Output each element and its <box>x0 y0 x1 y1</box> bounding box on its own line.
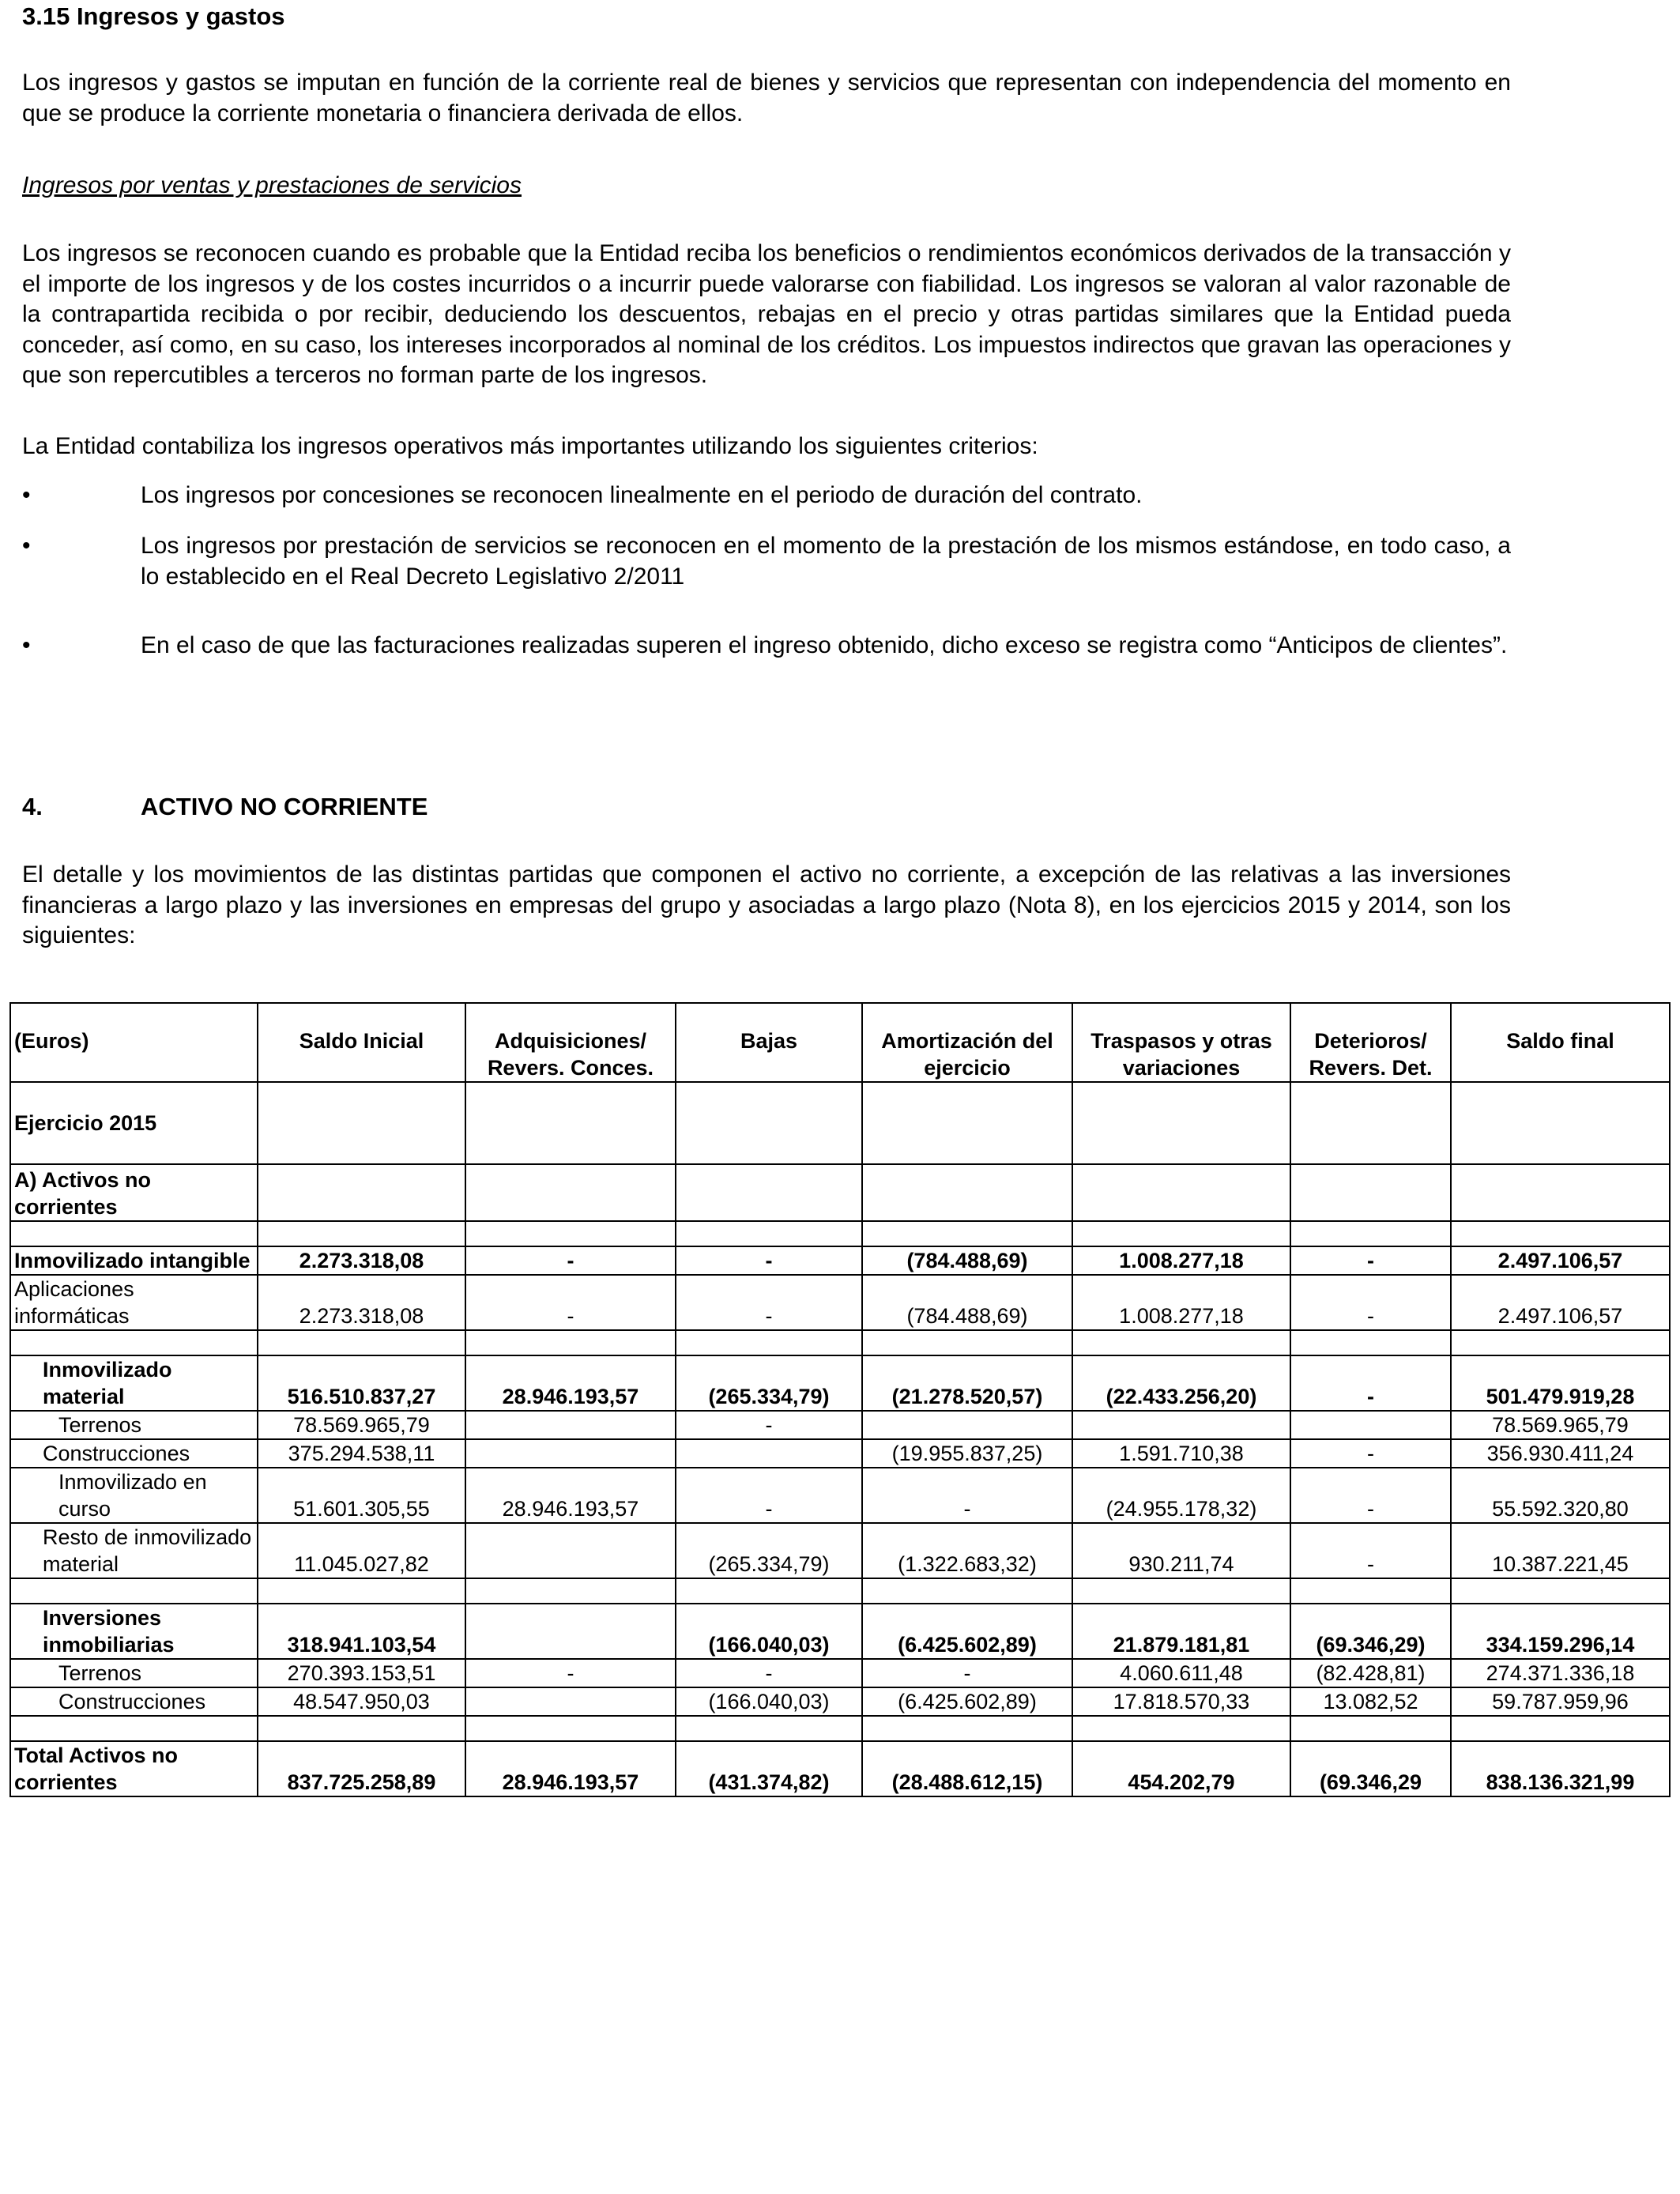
table-cell: - <box>1290 1439 1451 1468</box>
table-cell: 1.008.277,18 <box>1072 1246 1290 1275</box>
table-cell <box>862 1411 1072 1439</box>
table-row <box>10 1164 1670 1221</box>
row-label: Inmovilizado intangible <box>10 1246 258 1275</box>
table-cell: (166.040,03) <box>676 1687 862 1716</box>
table-cell: - <box>862 1659 1072 1687</box>
table-cell: 2.497.106,57 <box>1451 1246 1670 1275</box>
table-cell <box>465 1523 676 1578</box>
column-header: Amortización del ejercicio <box>862 1003 1072 1082</box>
spacer-row <box>10 1578 1670 1604</box>
table-cell: - <box>676 1246 862 1275</box>
bullet-icon: • <box>22 533 31 559</box>
table-cell: 1.008.277,18 <box>1072 1275 1290 1330</box>
column-header: Saldo final <box>1451 1003 1670 1082</box>
table-cell: 2.273.318,08 <box>258 1275 465 1330</box>
table-cell: 48.547.950,03 <box>258 1687 465 1716</box>
table-row <box>10 1246 1670 1275</box>
table-cell: 837.725.258,89 <box>258 1741 465 1796</box>
row-label: Inversiones inmobiliarias <box>10 1604 258 1659</box>
table-cell: (24.955.178,32) <box>1072 1468 1290 1523</box>
spacer-row <box>10 1716 1670 1741</box>
section-4-title: ACTIVO NO CORRIENTE <box>141 793 428 820</box>
table-cell: - <box>676 1468 862 1523</box>
table-cell: 13.082,52 <box>1290 1687 1451 1716</box>
section-315-title: 3.15 Ingresos y gastos <box>22 2 285 30</box>
table-cell: 28.946.193,57 <box>465 1355 676 1411</box>
table-row <box>10 1604 1670 1659</box>
row-label: Aplicaciones informáticas <box>10 1275 258 1330</box>
column-header: Deterioros/ Revers. Det. <box>1290 1003 1451 1082</box>
bullet-text: Los ingresos por prestación de servicios se reconocen en el momento de la prestación de los mismos estándose, en todo caso, a lo establecido en el Real Decreto Legislativo 2/2011 <box>141 533 1511 590</box>
table-cell: (1.322.683,32) <box>862 1523 1072 1578</box>
table-cell: - <box>465 1659 676 1687</box>
table-cell: 28.946.193,57 <box>465 1468 676 1523</box>
table-cell: 516.510.837,27 <box>258 1355 465 1411</box>
table-cell <box>465 1411 676 1439</box>
column-header: Adquisiciones/ Revers. Conces. <box>465 1003 676 1082</box>
table-cell: 4.060.611,48 <box>1072 1659 1290 1687</box>
table-cell: 17.818.570,33 <box>1072 1687 1290 1716</box>
row-label: Inmovilizado material <box>10 1355 258 1411</box>
table-cell: - <box>465 1275 676 1330</box>
table-cell: - <box>1290 1355 1451 1411</box>
spacer-row <box>10 1330 1670 1355</box>
row-label: Construcciones <box>10 1687 258 1716</box>
table-cell: 2.497.106,57 <box>1451 1275 1670 1330</box>
row-label: Terrenos <box>10 1411 258 1439</box>
table-cell: (28.488.612,15) <box>862 1741 1072 1796</box>
table-cell: (265.334,79) <box>676 1523 862 1578</box>
table-cell: 1.591.710,38 <box>1072 1439 1290 1468</box>
table-cell: 21.879.181,81 <box>1072 1604 1290 1659</box>
table-cell: 51.601.305,55 <box>258 1468 465 1523</box>
section-4-paragraph: El detalle y los movimientos de las distintas partidas que componen el activo no corriente, a excepción de las relativas a las inversiones financieras a largo plazo y las inversiones en empresas del grupo y asociadas a largo plazo (Nota 8), en los ejercicios 2015 y 2014, son los siguientes: <box>22 861 1511 948</box>
column-header: Saldo Inicial <box>258 1003 465 1082</box>
table-cell: 2.273.318,08 <box>258 1246 465 1275</box>
bullet-text: En el caso de que las facturaciones realizadas superen el ingreso obtenido, dicho exceso se registra como “Anticipos de clientes”. <box>141 632 1508 658</box>
table-cell: - <box>1290 1523 1451 1578</box>
table-cell: - <box>676 1411 862 1439</box>
table-cell: 274.371.336,18 <box>1451 1659 1670 1687</box>
table-row <box>10 1411 1670 1439</box>
activos-label: A) Activos no corrientes <box>10 1164 258 1221</box>
table-cell: (19.955.837,25) <box>862 1439 1072 1468</box>
table-cell: 270.393.153,51 <box>258 1659 465 1687</box>
table-cell: (784.488,69) <box>862 1246 1072 1275</box>
table-cell: 375.294.538,11 <box>258 1439 465 1468</box>
column-header: Bajas <box>676 1003 862 1082</box>
activo-no-corriente-table <box>9 1002 1671 1797</box>
column-header: Traspasos y otras variaciones <box>1072 1003 1290 1082</box>
column-header: (Euros) <box>10 1003 258 1082</box>
section-315-paragraph-3: La Entidad contabiliza los ingresos operativos más importantes utilizando los siguientes criterios: <box>22 433 1038 459</box>
table-header-row <box>10 1003 1670 1082</box>
table-cell <box>465 1439 676 1468</box>
table-cell: 78.569.965,79 <box>1451 1411 1670 1439</box>
table-cell: 55.592.320,80 <box>1451 1468 1670 1523</box>
table-cell: - <box>1290 1275 1451 1330</box>
table-cell: (69.346,29) <box>1290 1604 1451 1659</box>
table-cell: 334.159.296,14 <box>1451 1604 1670 1659</box>
table-row <box>10 1439 1670 1468</box>
table-cell: 11.045.027,82 <box>258 1523 465 1578</box>
table-cell: (166.040,03) <box>676 1604 862 1659</box>
table-cell: (22.433.256,20) <box>1072 1355 1290 1411</box>
table-row <box>10 1523 1670 1578</box>
table-cell: - <box>676 1275 862 1330</box>
table-total-row <box>10 1741 1670 1796</box>
table-cell: (6.425.602,89) <box>862 1604 1072 1659</box>
table-cell: (265.334,79) <box>676 1355 862 1411</box>
row-label: Construcciones <box>10 1439 258 1468</box>
table-cell: (784.488,69) <box>862 1275 1072 1330</box>
row-label: Inmovilizado en curso <box>10 1468 258 1523</box>
section-315-paragraph-2: Los ingresos se reconocen cuando es probable que la Entidad reciba los beneficios o rendimientos económicos derivados de la transacción y el importe de los ingresos y de los costes incurridos o a incurrir puede valorarse con fiabilidad. Los ingresos se valoran al valor razonable de la contrapartida recibida o por recibir, deduciendo los descuentos, rebajas en el precio y otras partidas similares que la Entidad pueda conceder, así como, en su caso, los intereses incorporados al nominal de los créditos. Los impuestos indirectos que gravan las operaciones y que son repercutibles a terceros no forman parte de los ingresos. <box>22 240 1511 388</box>
table-cell: (69.346,29 <box>1290 1741 1451 1796</box>
bullet-icon: • <box>22 482 31 508</box>
table-cell: 356.930.411,24 <box>1451 1439 1670 1468</box>
table-cell: 78.569.965,79 <box>258 1411 465 1439</box>
ingresos-subtitle: Ingresos por ventas y prestaciones de servicios <box>22 172 522 198</box>
table-cell: - <box>1290 1246 1451 1275</box>
table-cell <box>465 1604 676 1659</box>
table-cell: 318.941.103,54 <box>258 1604 465 1659</box>
table-cell: 10.387.221,45 <box>1451 1523 1670 1578</box>
table-row <box>10 1687 1670 1716</box>
table-row <box>10 1468 1670 1523</box>
ejercicio-label: Ejercicio 2015 <box>10 1082 258 1164</box>
bullet-text: Los ingresos por concesiones se reconocen linealmente en el periodo de duración del contrato. <box>141 482 1143 508</box>
spacer-row <box>10 1221 1670 1246</box>
table-cell: 838.136.321,99 <box>1451 1741 1670 1796</box>
row-label: Resto de inmovilizado material <box>10 1523 258 1578</box>
table-row <box>10 1355 1670 1411</box>
table-row <box>10 1659 1670 1687</box>
table-row <box>10 1082 1670 1164</box>
table-row <box>10 1275 1670 1330</box>
table-cell <box>676 1439 862 1468</box>
table-cell: 501.479.919,28 <box>1451 1355 1670 1411</box>
table-cell: 28.946.193,57 <box>465 1741 676 1796</box>
table-cell: - <box>1290 1468 1451 1523</box>
table-cell: (6.425.602,89) <box>862 1687 1072 1716</box>
table-cell <box>465 1687 676 1716</box>
table-cell: (82.428,81) <box>1290 1659 1451 1687</box>
section-315-paragraph-1: Los ingresos y gastos se imputan en función de la corriente real de bienes y servicios que representan con independencia del momento en que se produce la corriente monetaria o financiera derivada de ellos. <box>22 70 1511 126</box>
table-cell: - <box>676 1659 862 1687</box>
row-label: Total Activos no corrientes <box>10 1741 258 1796</box>
table-cell: (431.374,82) <box>676 1741 862 1796</box>
bullet-icon: • <box>22 632 31 658</box>
section-4-number: 4. <box>22 793 43 820</box>
table-cell: 59.787.959,96 <box>1451 1687 1670 1716</box>
table-cell: - <box>862 1468 1072 1523</box>
table-cell <box>1290 1411 1451 1439</box>
table-cell: 454.202,79 <box>1072 1741 1290 1796</box>
table-cell: (21.278.520,57) <box>862 1355 1072 1411</box>
table-cell: - <box>465 1246 676 1275</box>
table-cell: 930.211,74 <box>1072 1523 1290 1578</box>
table-cell <box>1072 1411 1290 1439</box>
row-label: Terrenos <box>10 1659 258 1687</box>
